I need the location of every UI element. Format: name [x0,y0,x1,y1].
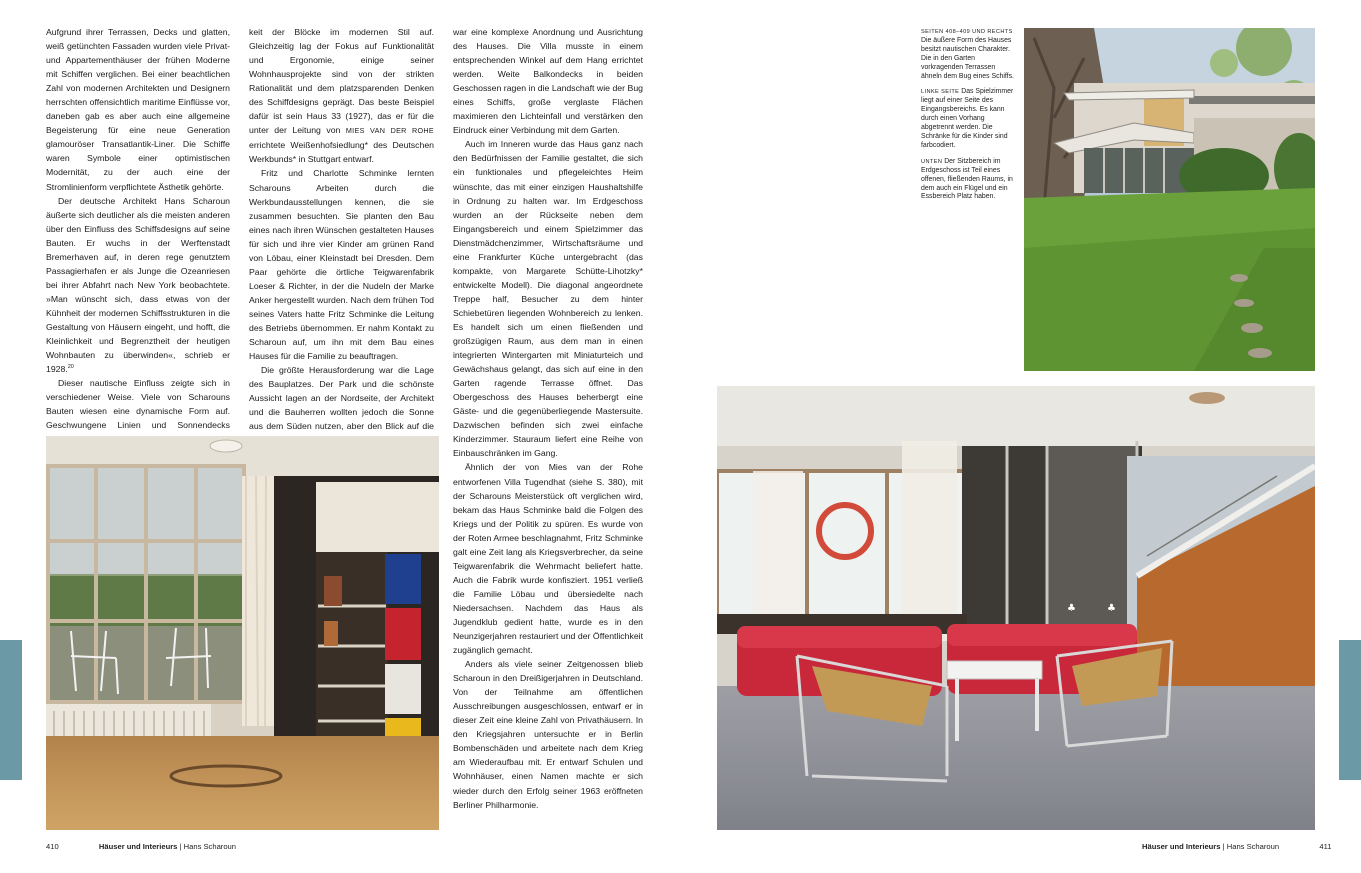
paragraph: Anders als viele seiner Zeitgenossen blieb Scharoun in den Dreißigerjahren in Deutschland. Von der Teilnahme am öffentlichen Ausschreibungen ausgeschlossen, entwarf er in dieser Zeit eine kleine Zahl von Privathäusern. In den Kriegsjahren untersuchte er in Berlin Bombenschäden und arbeitete nach dem Krieg am Wiederaufbau mit. Er entwarf Schulen und Wohnhäuser, einen Namen machte er sich wieder durch den Erfolg seiner 1963 eröffneten Berliner Philharmonie. [453,659,643,810]
caption-exterior: SEITEN 408–409 UND RECHTS Die äußere Form des Hauses besitzt nautischen Charakter. Die in den Garten vorkragenden Terrassen ähneln dem Bug eines Schiffs. [921,29,1014,80]
caption-key: UNTEN [921,158,943,165]
running-section: Häuser und Interieurs [98,842,178,851]
caption-living: UNTEN Der Sitzbereich im Erdgeschoss ist Teil eines offenen, fließenden Raums, in dem auch ein Flügel und ein Essbereich Platz haben. [921,157,1013,201]
exterior-photo [1024,28,1315,371]
living-area-photo [717,386,1315,830]
caption-key: LINKE SEITE [921,89,960,96]
svg-text:♣: ♣ [1067,603,1076,614]
section-tab-right [1339,640,1361,780]
paragraph: Aufgrund ihrer Terrassen, Decks und glatten, weiß getünchten Fassaden wurden viele Privat- und Appartementhäuser der frühen Moderne mit Schiffen verglichen. Bei einer beachtlichen Zahl von modernen Architekten und Designern herrschten offensichtlich maritime Einflüsse vor, daneben gab es aber auch eine allgemeine Begeisterung für eine neue Generation glamouröser Transatlantik-Liner. Die Schiffe waren Symbole einer optimistischen Modernität, zu der auch eine der Stromlinienform verpflichtete Ästhetik gehörte. [46,27,230,192]
caption-key: SEITEN 408–409 UND RECHTS [921,29,1013,35]
footnote-ref: 20 [67,364,74,371]
paragraph: Dieser nautische Einfluss zeigte sich in verschiedener Weise. Viele von Scharouns Bauten wiesen eine dynamische Form auf. Geschwungene Linien und Sonnendecks [46,378,230,431]
caption-playroom: LINKE SEITE Das Spielzimmer liegt auf einer Seite des Eingangsbereichs. Es kann durch einen Vorhang abgetrennt werden. Die Schränke für die Kinder sind farbcodiert. [921,88,1014,149]
text-column-1 [46,25,230,446]
caption-block [921,28,1017,209]
page-number: 411 [1319,842,1332,851]
paragraph: Ähnlich der von Mies van der Rohe entworfenen Villa Tugendhat (siehe S. 380), mit der Scharouns Meisterstück oft verglichen wird, bekam das Haus Schminke bald die Folgen des Kriegs und der Politik zu spüren. Es wurde von der Roten Armee beschlagnahmt, Fritz Schminke galt eine Zeit lang als Kriegsverbrecher, da seine Teigwarenfabrik die Wehrmacht beliefert hatte. Auch die Fabrik wurde konfisziert. 1951 verließ die Familie Löbau und übersiedelte nach Niedersachsen. Nachdem das Haus als Jugendklub gedient hatte, wurde es in den Neunzigerjahren restauriert und der Öffentlichkeit zugänglich gemacht. [453,462,643,656]
text-column-3 [453,25,643,812]
running-sep: | [1222,842,1225,851]
running-sep: | [179,842,182,851]
running-author: Hans Scharoun [183,842,237,851]
running-section: Häuser und Interieurs [1142,842,1221,851]
page-number: 410 [46,842,59,851]
svg-text:♣: ♣ [1107,603,1116,614]
paragraph: keit der Blöcke im modernen Stil auf. Gleichzeitig lag der Fokus auf Funktionalität und Ergonomie, einige seiner Wohnhausprojekte sind von der strikten Rationalität und dem platzsparenden Denken des Schiffdesigns geprägt. Das beste Beispiel dafür ist sein Haus 33 (1927), das er für die unter der Leitung von MIES VAN DER ROHE errichtete Weißenhofsiedlung* des Deutschen Werkbunds* in Stuttgart entwarf. [249,27,434,165]
running-author: Hans Scharoun [1226,842,1280,851]
paragraph: Auch im Inneren wurde das Haus ganz nach den Bedürfnissen der Familie gestaltet, die sich ein funktionales und pflegeleichtes Heim wünschte, das mit einer einzigen Haushaltshilfe in Ordnung zu halten war. Im Erdgeschoss wurden an der Rückseite neben dem Eingangsbereich und einem Spielzimmer das Dienstmädchenzimmer, Wirtschaftsräume und eine Frankfurter Küche untergebracht (das kompakte, von Margarete Schütte-Lihotzky* entwickelte Modell). Die diagonal angeordnete Treppe half, Besucher zu dem hinter Schiebetüren liegenden Wohnbereich zu lenken. Es handelt sich um einen fließenden und großzügigen Raum, aus dem man in einen integrierten Wintergarten mit Miniaturteich und Gewächshaus gelangt, das sich auf eine in den Garten ragende Terrasse öffnet. Das Obergeschoss des Hauses beherbergt eine Gäste- und die gegenüberliegende Mastersuite. Dazwischen befinden sich zwei einfache Kinderzimmer. Stauraum liefert eine Reihe von Einbauschränken im Gang. [453,139,643,459]
paragraph: Fritz und Charlotte Schminke lernten Scharouns Arbeiten durch die Werkbundausstellungen kennen, die sie zusammen besuchten. Sie planten den Bau eines nach ihren Wünschen gestalteten Hauses für sich und ihre vier Kinder am grünen Rand von Löbau, einer Kleinstadt bei Dresden. Dem Paar gehörte die örtliche Teigwarenfabrik Loeser & Richter, in der die Nudeln der Marke Anker hergestellt wurden. Nach dem frühen Tod seines Vaters hatte Fritz Schminke die Leitung des Betriebs übernommen. Er nahm Kontakt zu Scharoun auf, um ihn mit dem Bau eines Hauses für die Familie zu beauftragen. [249,168,434,362]
section-tab-left [0,640,22,780]
paragraph: war eine komplexe Anordnung und Ausrichtung des Hauses. Die Villa musste in einem entsprechenden Winkel auf dem Hang errichtet werden. Weite Balkondecks in beiden Geschossen ragen in die Landschaft wie der Bug eines Schiffs, große verglaste Flächen maximieren den Lichteinfall und verstärken den Eindruck einer Verbindung mit dem Garten. [453,27,643,136]
folio-right [1142,842,1331,851]
name-smallcaps: MIES VAN DER ROHE [345,126,434,136]
text-column-2 [249,25,434,461]
paragraph: Der deutsche Architekt Hans Scharoun äußerte sich deutlicher als die meisten anderen über den Einfluss des Schiffsdesigns auf seine Bauten. Er wuchs in der Werftenstadt Bremerhaven auf, in deren rege genutztem Passagierhafen er als Junge die Ozeanriesen bei ihrer Abfahrt nach New York beobachtete. »Man wünscht sich, dass etwas von der Kühnheit der modernen Schiffsstrukturen in die Gestaltung von Häusern eingeht, und hofft, die Kleinlichkeit und Begrenztheit der heutigen Wohnbauten zu überwinden«, schrieb er 1928.20 [46,195,230,375]
folio-left [46,842,236,851]
paragraph: Die größte Herausforderung war die Lage des Bauplatzes. Der Park und die schönste Aussicht lagen an der Nordseite, der Architekt und die Bauherren wollten jedoch die Sonne aus dem Süden nutzen, aber den Blick auf die [249,365,434,432]
playroom-photo [46,436,439,830]
